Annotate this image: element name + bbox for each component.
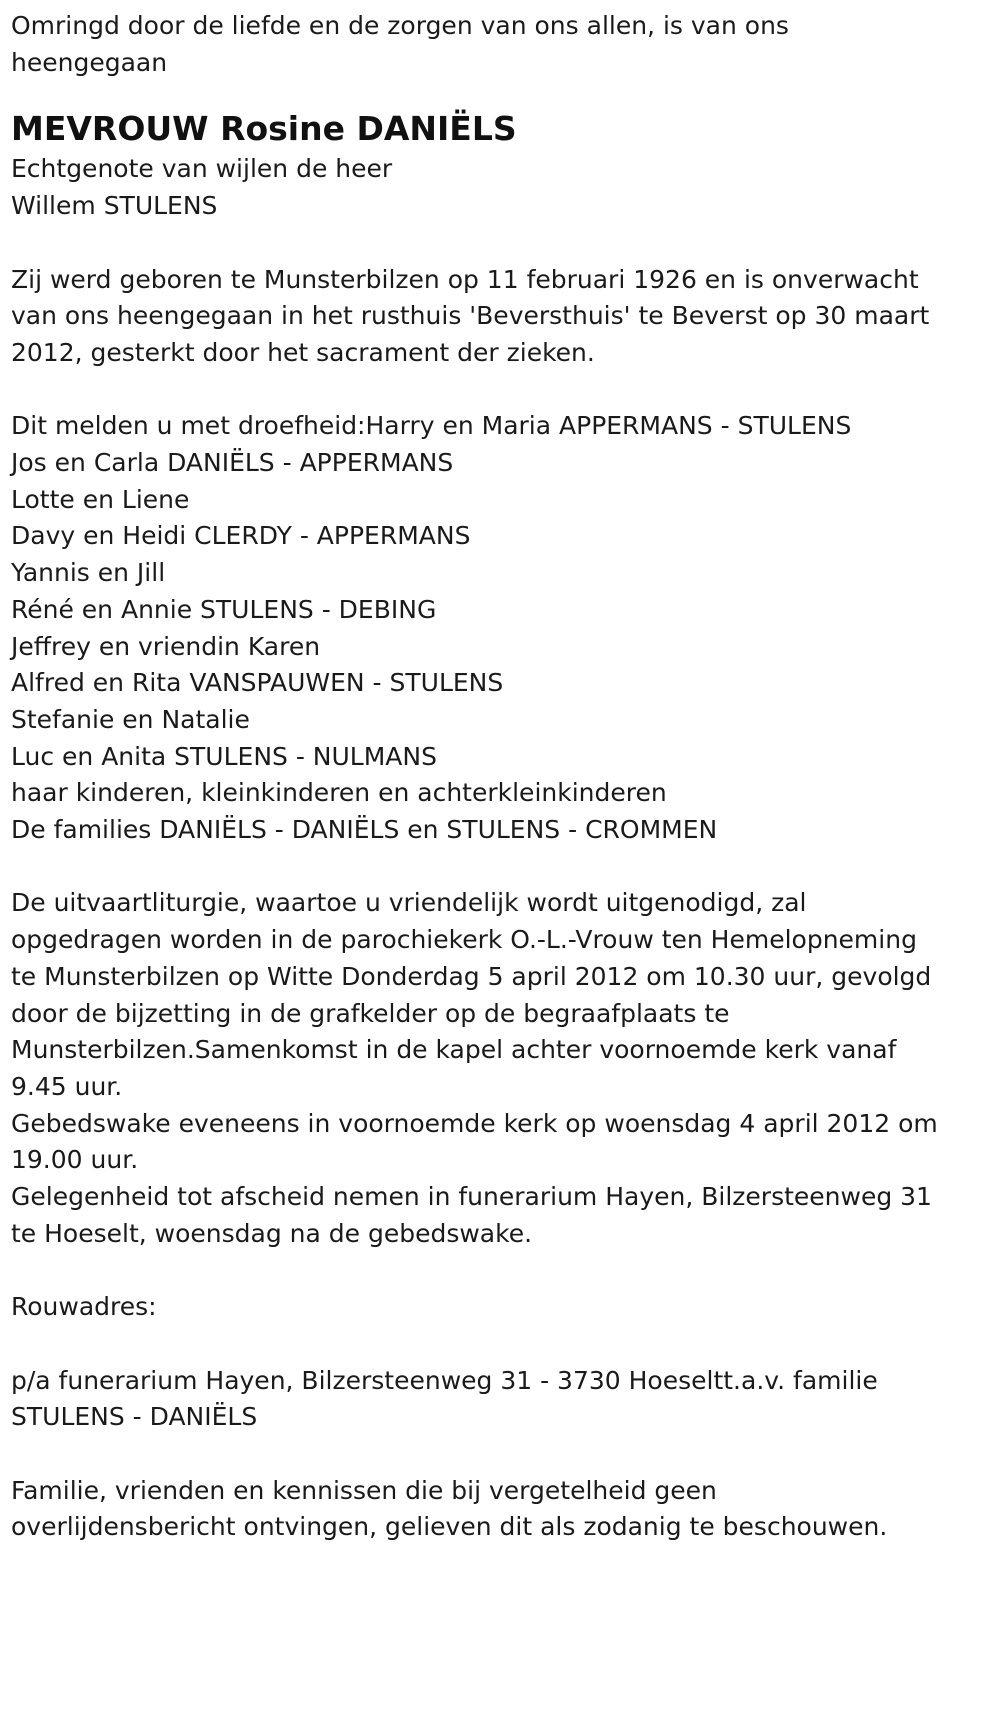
closing-paragraph (11, 1473, 996, 1546)
funeral-line: Gebedswake eveneens in voornoemde kerk op woensdag 4 april 2012 om (11, 1108, 938, 1138)
family-line: Davy en Heidi CLERDY - APPERMANS (11, 521, 471, 551)
funeral-line: Munsterbilzen.Samenkomst in de kapel achter voornoemde kerk vanaf (11, 1035, 897, 1065)
spacer (11, 1252, 996, 1289)
spacer (11, 225, 996, 262)
family-line: De families DANIËLS - DANIËLS en STULENS - CROMMEN (11, 815, 718, 845)
birth-death-paragraph (11, 262, 996, 372)
spouse-line: Willem STULENS (11, 191, 218, 221)
family-line: Lotte en Liene (11, 484, 190, 514)
birth-death-line: Zij werd geboren te Munsterbilzen op 11 februari 1926 en is onverwacht (11, 264, 919, 294)
family-list (11, 408, 996, 848)
address-paragraph (11, 1363, 996, 1436)
funeral-line: De uitvaartliturgie, waartoe u vriendelijk wordt uitgenodigd, zal (11, 888, 807, 918)
address-line: STULENS - DANIËLS (11, 1402, 258, 1432)
funeral-line: Gelegenheid tot afscheid nemen in funerarium Hayen, Bilzersteenweg 31 (11, 1182, 932, 1212)
funeral-paragraph (11, 885, 996, 1252)
spouse-paragraph (11, 151, 996, 224)
family-line: haar kinderen, kleinkinderen en achterkleinkinderen (11, 778, 667, 808)
closing-line: overlijdensbericht ontvingen, gelieven dit als zodanig te beschouwen. (11, 1512, 888, 1542)
spacer (11, 849, 996, 886)
birth-death-line: van ons heengegaan in het rusthuis 'Beversthuis' te Beverst op 30 maart (11, 301, 930, 331)
birth-death-line: 2012, gesterkt door het sacrament der zieken. (11, 337, 595, 367)
funeral-line: 9.45 uur. (11, 1071, 123, 1101)
family-line: Dit melden u met droefheid:Harry en Maria APPERMANS - STULENS (11, 411, 852, 441)
intro-paragraph (11, 8, 996, 81)
spacer (11, 1326, 996, 1363)
obituary-document (11, 8, 996, 1546)
family-line: Yannis en Jill (11, 558, 166, 588)
funeral-line: 19.00 uur. (11, 1145, 139, 1175)
address-line: p/a funerarium Hayen, Bilzersteenweg 31 - 3730 Hoeseltt.a.v. familie (11, 1365, 878, 1395)
funeral-line: opgedragen worden in de parochiekerk O.-L.-Vrouw ten Hemelopneming (11, 925, 917, 955)
funeral-line: door de bijzetting in de grafkelder op de begraafplaats te (11, 998, 730, 1028)
family-line: Jeffrey en vriendin Karen (11, 631, 321, 661)
family-line: Jos en Carla DANIËLS - APPERMANS (11, 448, 454, 477)
deceased-name-heading: MEVROUW Rosine DANIËLS (11, 109, 517, 149)
family-line: Stefanie en Natalie (11, 704, 250, 734)
closing-line: Familie, vrienden en kennissen die bij vergetelheid geen (11, 1475, 717, 1505)
address-label: Rouwadres: (11, 1292, 157, 1322)
family-line: Alfred en Rita VANSPAUWEN - STULENS (11, 668, 504, 698)
intro-line: heengegaan (11, 47, 168, 77)
funeral-line: te Munsterbilzen op Witte Donderdag 5 april 2012 om 10.30 uur, gevolgd (11, 961, 932, 991)
spacer (11, 1436, 996, 1473)
spacer (11, 372, 996, 409)
family-line: Réné en Annie STULENS - DEBING (11, 594, 437, 624)
family-line: Luc en Anita STULENS - NULMANS (11, 741, 437, 771)
intro-line: Omringd door de liefde en de zorgen van ons allen, is van ons (11, 11, 789, 40)
spouse-line: Echtgenote van wijlen de heer (11, 154, 393, 184)
funeral-line: te Hoeselt, woensdag na de gebedswake. (11, 1218, 533, 1248)
